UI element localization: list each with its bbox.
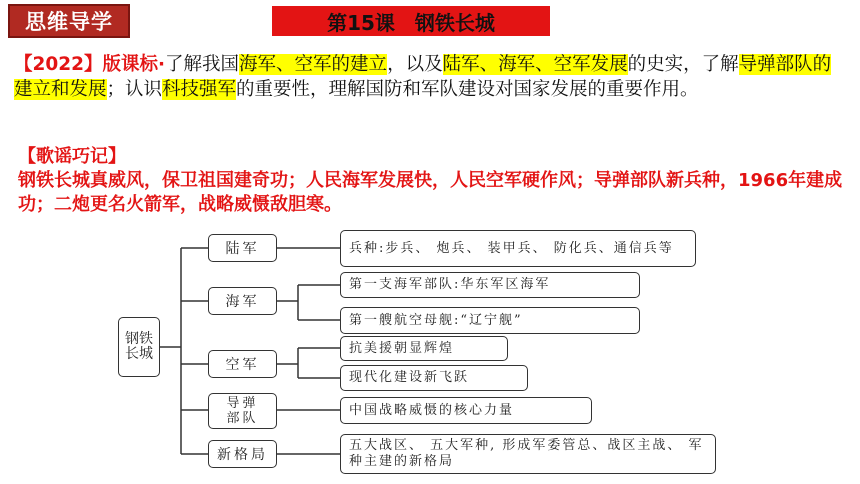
mindmap-root: 钢铁长城 (118, 317, 160, 377)
leaf-new-pattern: 五大战区、 五大军种, 形成军委管总、战区主战、 军种主建的新格局 (340, 434, 716, 474)
mnemonic-text: 钢铁长城真威风，保卫祖国建奇功；人民海军发展快，人民空军硬作风；导弹部队新兵种，1966年建成功；二炮更名火箭军，战略威慑敌胆寒。 (18, 170, 843, 215)
requirement-text-2: ，以及 (387, 54, 443, 75)
branch-air-force: 空军 (208, 350, 277, 378)
requirement-text-4: ；认识 (106, 79, 163, 100)
requirement-prefix: 【2022】版课标· (14, 54, 166, 75)
requirement-text-3: 的史实，了解 (627, 54, 739, 75)
requirement-text-1: 了解我国 (165, 54, 240, 75)
leaf-navy-first-unit: 第一支海军部队:华东军区海军 (340, 272, 640, 298)
branch-new-pattern: 新格局 (208, 440, 277, 468)
highlight-2: 陆军、海军、空军发展 (442, 54, 628, 75)
leaf-air-korea: 抗美援朝显辉煌 (340, 336, 508, 361)
branch-missile-force: 导弹部队 (208, 393, 277, 429)
requirement-text-5: 的重要性，理解国防和军队建设对国家发展的重要作用。 (236, 79, 699, 100)
branch-navy: 海军 (208, 287, 277, 315)
section-tag: 思维导学 (8, 4, 130, 38)
highlight-4: 科技强军 (162, 79, 237, 100)
highlight-1: 海军、空军的建立 (239, 54, 388, 75)
branch-army: 陆军 (208, 234, 277, 262)
leaf-air-modernization: 现代化建设新飞跃 (340, 365, 528, 391)
lesson-title: 第15课 钢铁长城 (272, 6, 550, 36)
leaf-navy-carrier: 第一艘航空母舰:“辽宁舰” (340, 307, 640, 334)
leaf-army-arms: 兵种:步兵、 炮兵、 装甲兵、 防化兵、通信兵等 (340, 230, 696, 267)
highlight-3: 导弹部队的建立和发展 (14, 54, 832, 100)
mnemonic-heading: 【歌谣巧记】 (18, 146, 126, 167)
leaf-missile-core: 中国战略威慑的核心力量 (340, 397, 592, 424)
